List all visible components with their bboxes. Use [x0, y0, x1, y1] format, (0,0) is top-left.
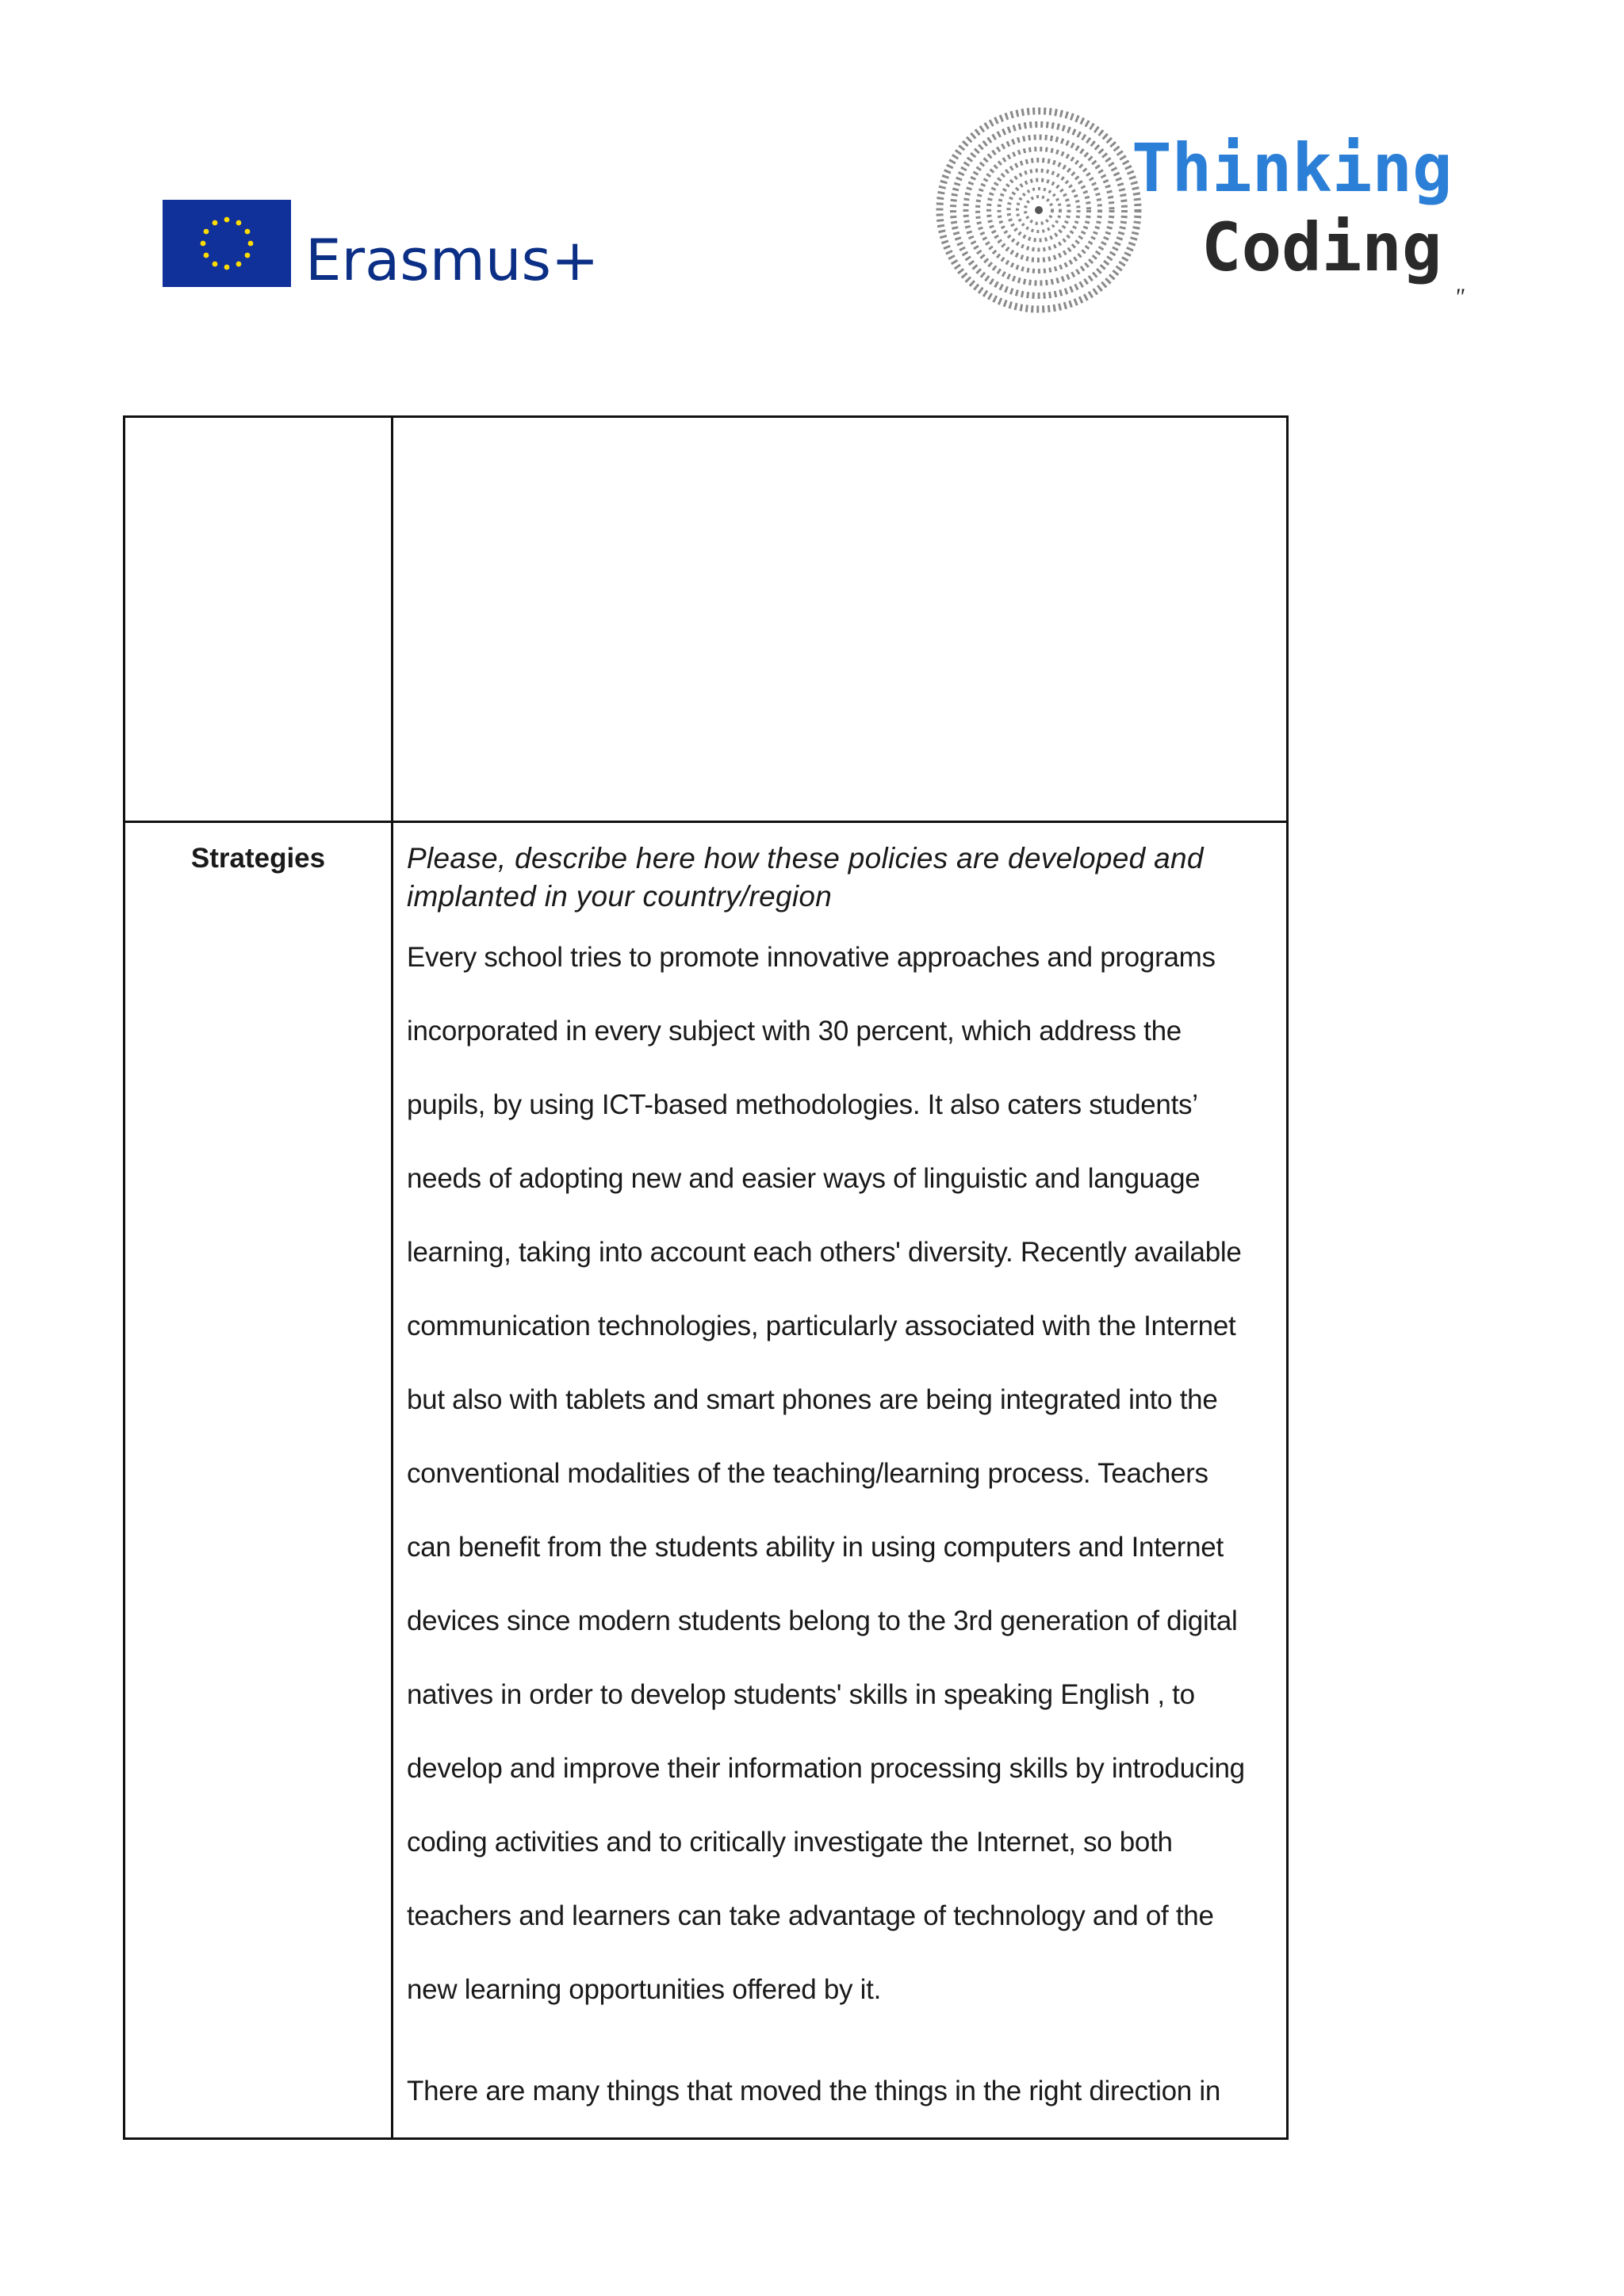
strategies-paragraph — [407, 943, 1278, 2049]
paragraph-line: learning, taking into account each others' diversity. Recently available — [407, 1237, 1242, 1268]
strategies-cell — [407, 822, 1278, 2107]
paragraph-line: teachers and learners can take advantage of technology and of the — [407, 1900, 1214, 1931]
paragraph-line: needs of adopting new and easier ways of linguistic and language — [407, 1163, 1201, 1194]
paragraph-line: devices since modern students belong to the 3rd generation of digital — [407, 1605, 1238, 1636]
paragraph-line: incorporated in every subject with 30 percent, which address the — [407, 1016, 1182, 1047]
paragraph-line: pupils, by using ICT-based methodologies. It also caters students’ — [407, 1089, 1198, 1120]
binary-circle-icon — [932, 103, 1146, 317]
next-paragraph-start: There are many things that moved the things in the right direction in — [407, 2076, 1220, 2107]
paragraph-line: develop and improve their information processing skills by introducing — [407, 1753, 1245, 1784]
paragraph-line: conventional modalities of the teaching/learning process. Teachers — [407, 1458, 1208, 1489]
coding-wordmark: Coding — [1201, 209, 1442, 286]
thinking-coding-logo — [932, 103, 1453, 317]
thinking-wordmark: Thinking — [1132, 129, 1453, 207]
paragraph-line: but also with tablets and smart phones are being integrated into the — [407, 1384, 1218, 1415]
prompt-text — [407, 840, 1278, 916]
prompt-line: implanted in your country/region — [407, 880, 833, 913]
erasmus-plus-logo — [163, 198, 599, 293]
paragraph-line: natives in order to develop students' skills in speaking English , to — [407, 1679, 1195, 1710]
paragraph-line: can benefit from the students ability in using computers and Internet — [407, 1532, 1224, 1563]
paragraph-line: communication technologies, particularly associated with the Internet — [407, 1311, 1236, 1341]
corner-mark: " — [1454, 284, 1465, 310]
paragraph-line: Every school tries to promote innovative approaches and programs — [407, 942, 1216, 973]
paragraph-line: coding activities and to critically investigate the Internet, so both — [407, 1827, 1173, 1858]
paragraph-line: new learning opportunities offered by it. — [407, 1974, 881, 2005]
eu-flag-icon — [163, 200, 291, 287]
column-divider — [391, 418, 393, 2137]
strategies-table — [123, 415, 1289, 2140]
prompt-line: Please, describe here how these policies are developed and — [407, 842, 1204, 874]
erasmus-wordmark: Erasmus+ — [305, 227, 599, 293]
strategies-label: Strategies — [190, 843, 326, 874]
